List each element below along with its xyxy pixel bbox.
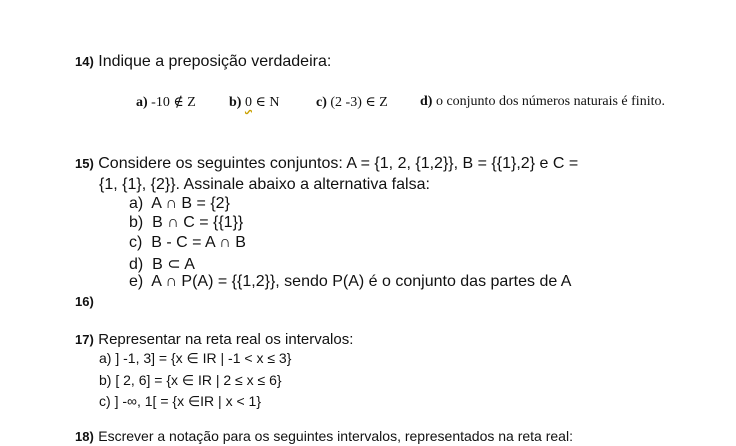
item-text: ] -∞, 1[ = {x ∈IR | x < 1} xyxy=(114,393,261,409)
question-14 xyxy=(75,53,331,71)
question-15 xyxy=(75,155,578,173)
option-text: -10 ∉ Z xyxy=(151,95,196,110)
option-letter: c) xyxy=(316,95,327,110)
item-text: ] -1, 3] = {x ∈ IR | -1 < x ≤ 3} xyxy=(115,350,292,366)
option-letter: b) xyxy=(229,95,242,110)
q15-option-b xyxy=(129,214,243,232)
option-text: (2 -3) ∈ Z xyxy=(330,95,388,110)
q17-item-b xyxy=(99,372,282,389)
option-text: ∈ N xyxy=(251,95,280,110)
item-letter: a) xyxy=(99,350,112,366)
option-letter: d) xyxy=(420,94,433,109)
option-letter: e) xyxy=(129,273,144,290)
item-letter: c) xyxy=(99,393,111,409)
q15-option-e xyxy=(129,273,571,291)
option-letter: b) xyxy=(129,214,144,231)
q14-option-a xyxy=(136,94,196,111)
q14-option-c xyxy=(316,94,388,111)
question-number: 14) xyxy=(75,54,94,69)
q15-option-c xyxy=(129,234,246,252)
question-number: 15) xyxy=(75,156,94,171)
option-zero: 0 xyxy=(244,95,252,110)
item-letter: b) xyxy=(99,372,112,388)
option-letter: d) xyxy=(129,256,144,273)
question-text-line2: {1, {1}, {2}}. Assinale abaixo a alternativa falsa: xyxy=(99,176,430,193)
option-text: B - C = A ∩ B xyxy=(151,234,246,251)
question-17 xyxy=(75,331,353,349)
question-text: Representar na reta real os intervalos: xyxy=(98,331,354,348)
item-text: [ 2, 6] = {x ∈ IR | 2 ≤ x ≤ 6} xyxy=(115,372,282,388)
option-text: A ∩ B = {2} xyxy=(151,195,230,212)
option-text: B ∩ C = {{1}} xyxy=(152,214,244,231)
q15-option-d xyxy=(129,254,195,274)
q15-option-a xyxy=(129,195,230,213)
option-letter: a) xyxy=(136,95,148,110)
q14-option-d xyxy=(420,94,665,110)
question-number: 18) xyxy=(75,429,94,444)
question-text-line1: Considere os seguintes conjuntos: A = {1, 2, {1,2}}, B = {{1},2} e C = xyxy=(98,155,579,172)
q14-option-b xyxy=(229,94,279,111)
option-letter: c) xyxy=(129,234,143,251)
option-text: o conjunto dos números naturais é finito. xyxy=(435,94,665,109)
option-text: B ⊂ A xyxy=(152,256,195,273)
option-text: A ∩ P(A) = {{1,2}}, sendo P(A) é o conjunto das partes de A xyxy=(151,273,572,290)
q17-item-a xyxy=(99,350,291,367)
q17-item-c xyxy=(99,393,261,410)
question-number: 17) xyxy=(75,332,94,347)
option-letter: a) xyxy=(129,195,144,212)
question-18 xyxy=(75,428,573,446)
question-16-number: 16) xyxy=(75,294,94,309)
question-text: Indique a preposição verdadeira: xyxy=(98,53,332,70)
question-text: Escrever a notação para os seguintes intervalos, representados na reta real: xyxy=(98,428,573,444)
